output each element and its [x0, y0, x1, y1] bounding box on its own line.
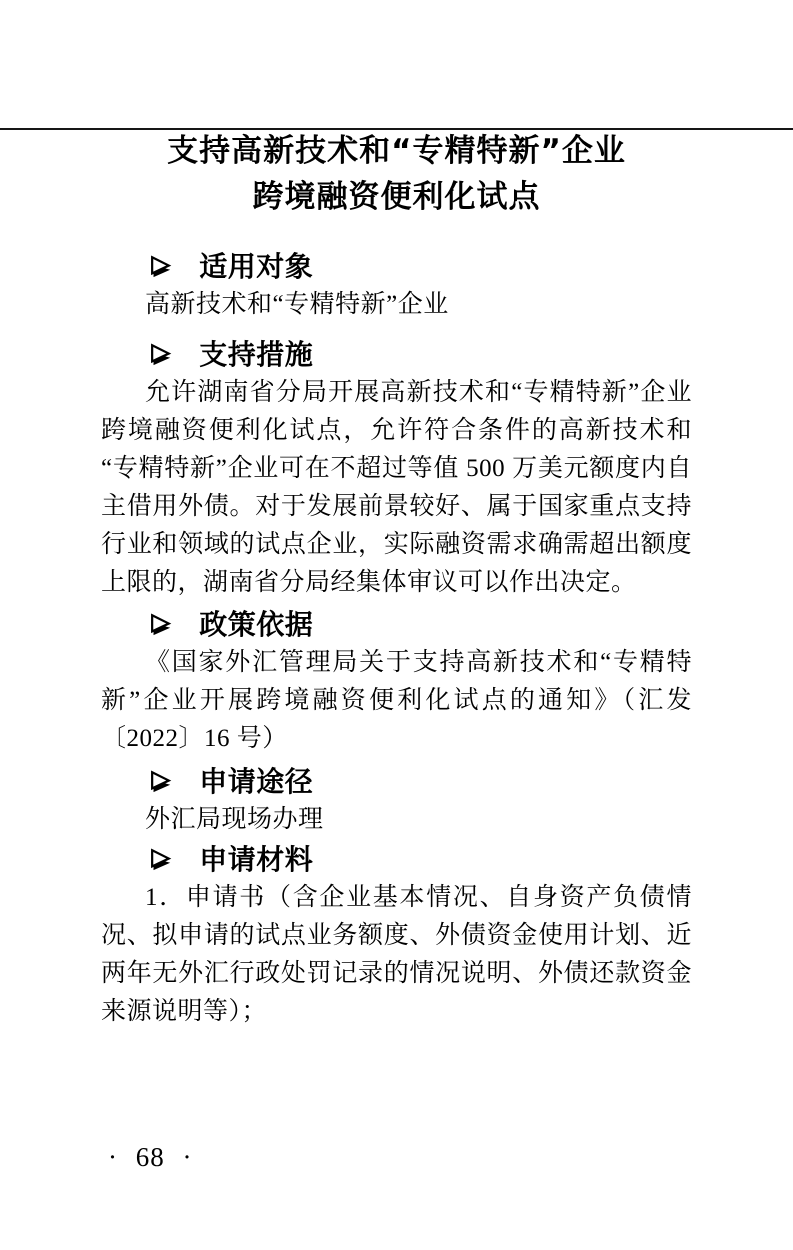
section-heading-policy-basis [101, 606, 692, 644]
page-number: · 68 · [108, 1142, 193, 1172]
section-application-materials [101, 841, 692, 1031]
arrowhead-bullet-icon [148, 254, 172, 278]
arrowhead-bullet-icon [148, 769, 172, 793]
arrowhead-bullet-icon [148, 847, 172, 871]
section-paragraph: 高新技术和“专精特新”企业 [145, 291, 449, 318]
section-paragraph: 1．申请书（含企业基本情况、自身资产负债情况、拟申请的试点业务额度、外债资金使用计划、近两年无外汇行政处罚记录的情况说明、外债还款资金来源说明等）； [101, 884, 692, 1025]
page-content [0, 128, 793, 1031]
document-page [0, 128, 793, 1250]
section-support-measures [101, 336, 692, 602]
page-title-line-1: 支持高新技术和“专精特新”企业 [167, 133, 626, 169]
section-heading-application-channel [101, 763, 692, 801]
section-heading-label: 适用对象 [199, 250, 314, 283]
section-heading-applicable-targets [101, 248, 692, 286]
page-title-line-2: 跨境融资便利化试点 [252, 179, 541, 215]
section-heading-label: 政策依据 [199, 608, 314, 641]
arrowhead-bullet-icon [148, 612, 172, 636]
section-paragraph: 允许湖南省分局开展高新技术和“专精特新”企业跨境融资便利化试点，允许符合条件的高新技术和“专精特新”企业可在不超过等值 500 万美元额度内自主借用外债。对于发展前景较好、属于国家重点支持行业和领域的试点企业，实际融资需求确需超出额度上限的，湖南省分局经集体审议可以作出决定。 [101, 379, 692, 596]
arrowhead-bullet-icon [148, 342, 172, 366]
section-paragraph: 外汇局现场办理 [145, 806, 324, 833]
section-paragraph: 《国家外汇管理局关于支持高新技术和“专精特新”企业开展跨境融资便利化试点的通知》（汇发〔2022〕16 号） [101, 649, 692, 752]
section-heading-support-measures [101, 336, 692, 374]
page-title [101, 128, 692, 220]
section-heading-label: 申请材料 [199, 843, 314, 876]
section-applicable-targets [101, 248, 692, 324]
section-application-channel [101, 763, 692, 839]
section-heading-label: 申请途径 [199, 765, 314, 798]
section-heading-label: 支持措施 [199, 338, 314, 371]
section-heading-application-materials [101, 841, 692, 879]
section-policy-basis [101, 606, 692, 758]
